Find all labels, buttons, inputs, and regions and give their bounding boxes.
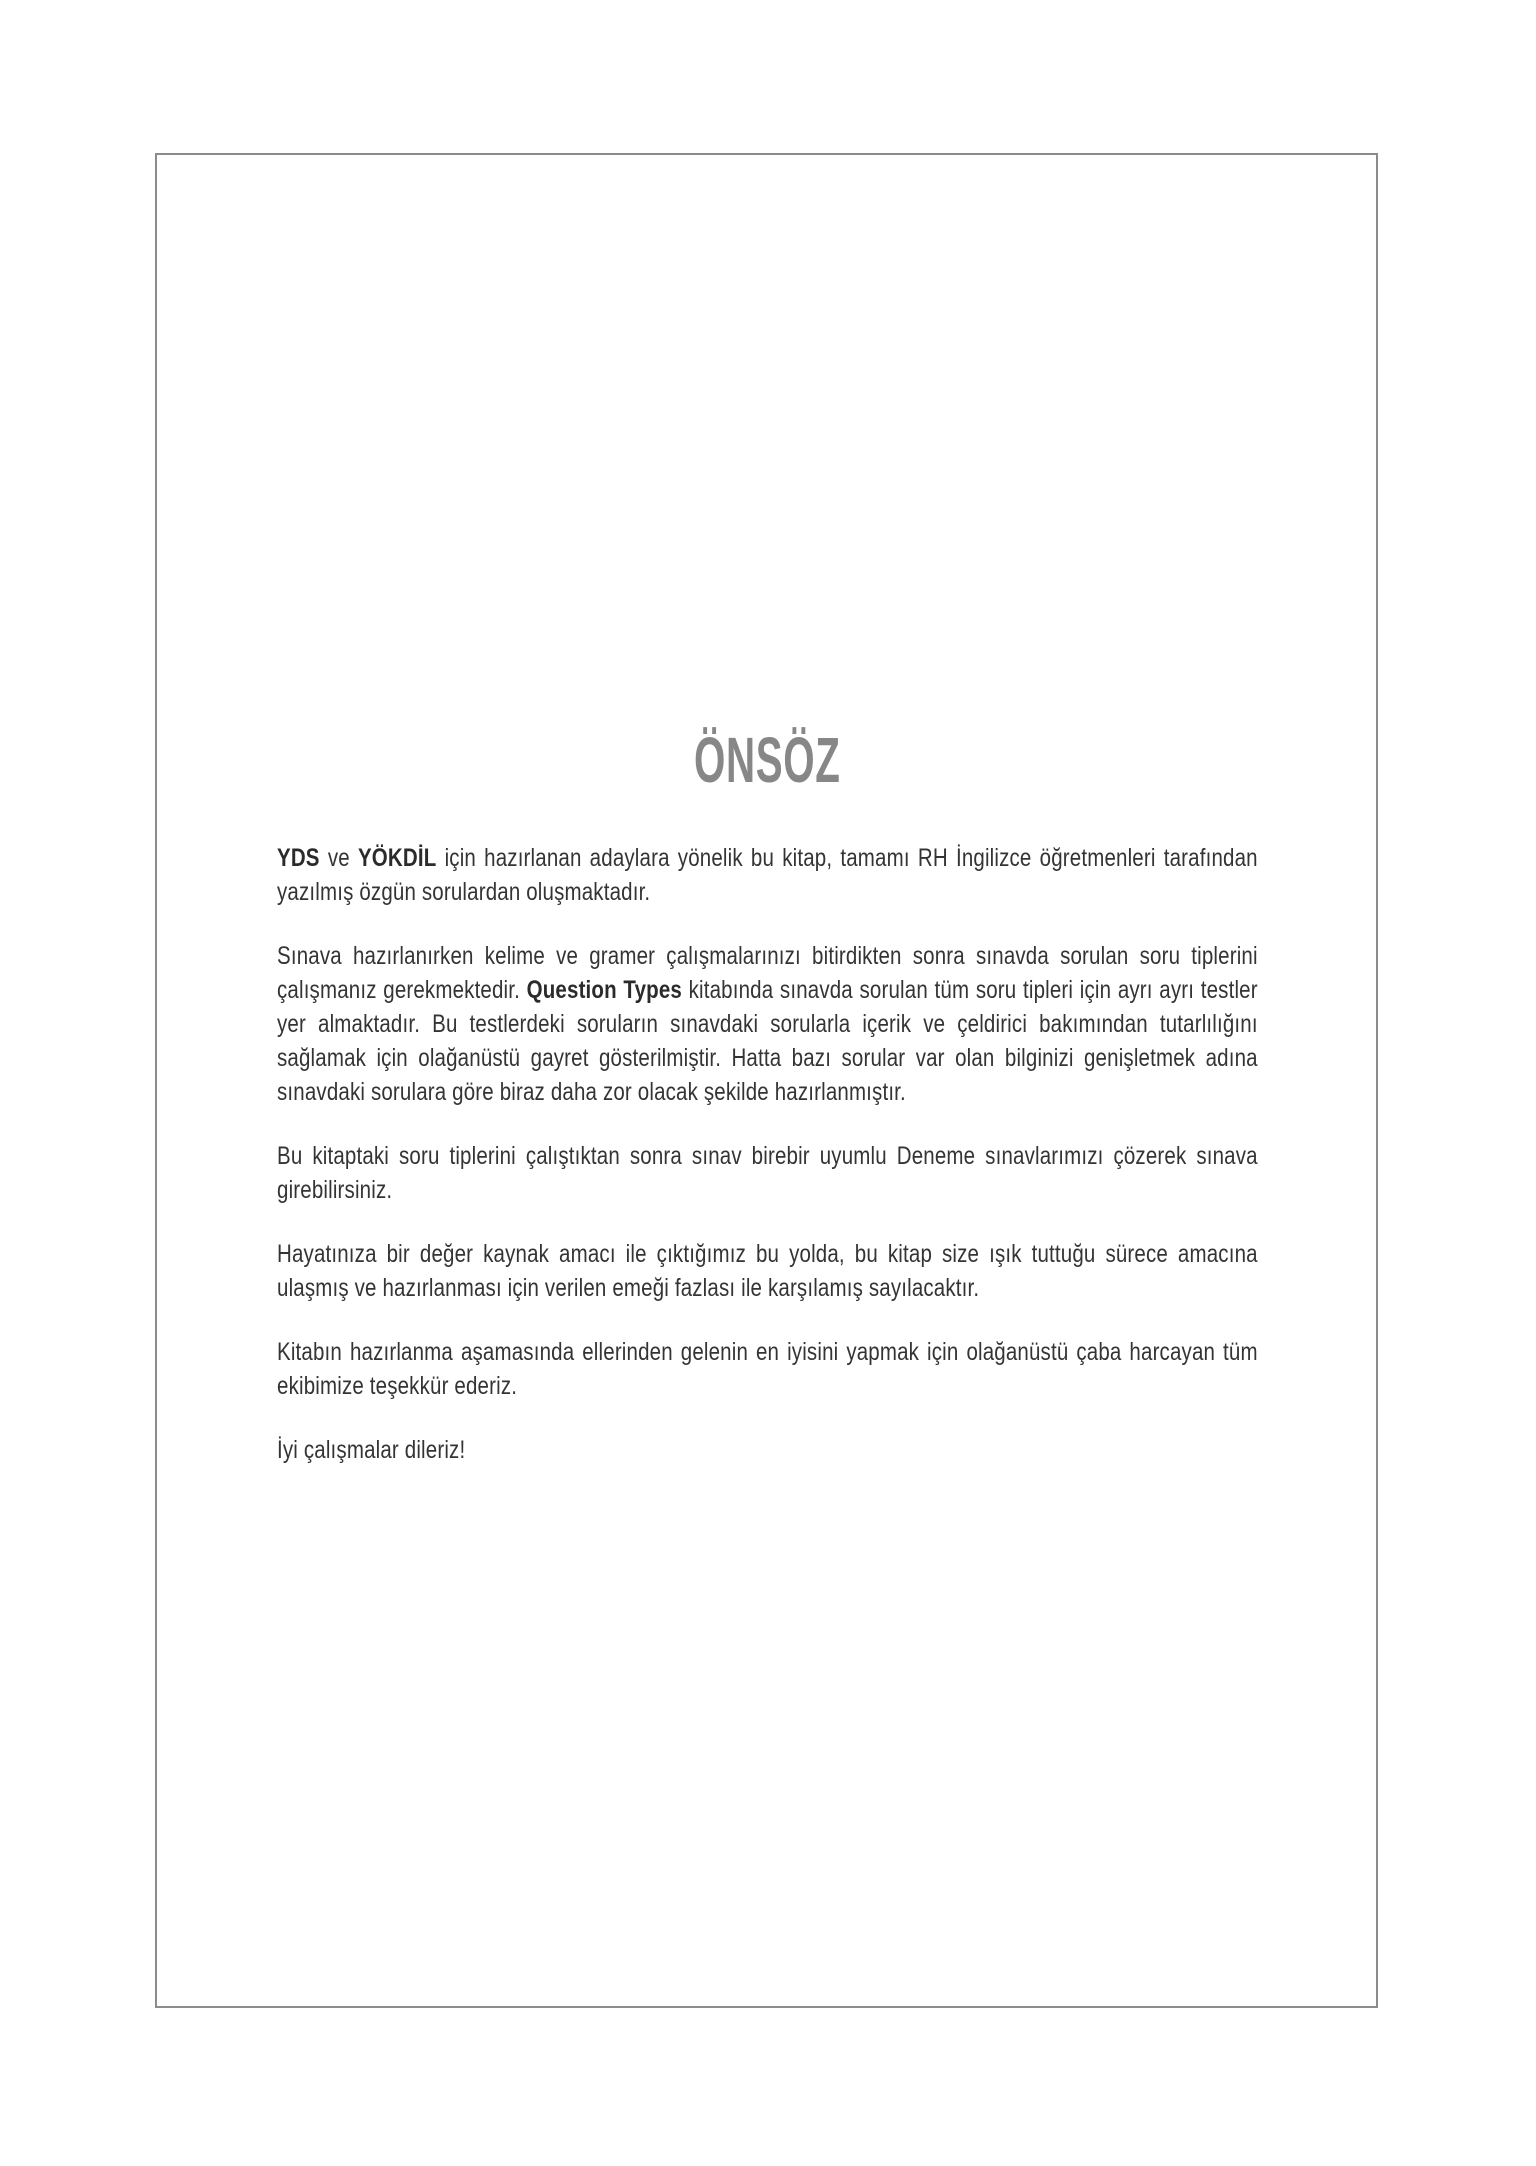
text-run: Hayatınıza bir değer kaynak amacı ile çıktığımız bu yolda, bu kitap size ışık tuttuğu sürece amacına ulaşmış ve hazırlanması için verilen emeği fazlası ile karşılamış sayılacaktır. [277,1240,1258,1302]
paragraph-amac [277,1237,1258,1305]
paragraph-closing [277,1433,1258,1467]
text-run: için hazırlanan adaylara yönelik bu kitap, tamamı RH İngilizce öğretmenleri tarafından yazılmış özgün sorulardan oluşmaktadır. [277,844,1258,906]
text-run: Bu kitaptaki soru tiplerini çalıştıktan sonra sınav birebir uyumlu Deneme sınavlarımızı çözerek sınava girebilirsiniz. [277,1142,1258,1204]
preface-content [277,725,1258,1467]
text-run: ve [319,844,358,872]
paragraph-intro [277,841,1258,909]
text-run: İyi çalışmalar dileriz! [277,1436,466,1464]
text-run: Kitabın hazırlanma aşamasında ellerinden gelenin en iyisini yapmak için olağanüstü çaba harcayan tüm ekibimize teşekkür ederiz. [277,1338,1258,1400]
text-run: Sınava hazırlanırken kelime ve gramer çalışmalarınızı bitirdikten sonra sınavda sorulan soru tiplerini çalışmanız gerekmektedir. [277,942,1258,1004]
preface-body [277,841,1258,1467]
text-run-bold: YÖKDİL [357,844,437,872]
text-run-bold: Question Types [526,976,682,1004]
paragraph-tesekkur [277,1335,1258,1403]
page-title-row [277,725,1258,795]
page-border-frame [155,153,1378,2008]
text-run-bold: YDS [277,844,320,872]
paragraph-deneme [277,1139,1258,1207]
page-title: ÖNSÖZ [694,724,841,796]
paragraph-question-types [277,939,1258,1109]
text-run: kitabında sınavda sorulan tüm soru tipleri için ayrı ayrı testler yer almaktadır. Bu testlerdeki soruların sınavdaki sorularla içerik ve çeldirici bakımından tutarlılığını sağlamak için olağanüstü gayret gösterilmiştir. Hatta bazı sorular var olan bilginizi genişletmek adına sınavdaki sorulara göre biraz daha zor olacak şekilde hazırlanmıştır. [277,976,1258,1106]
